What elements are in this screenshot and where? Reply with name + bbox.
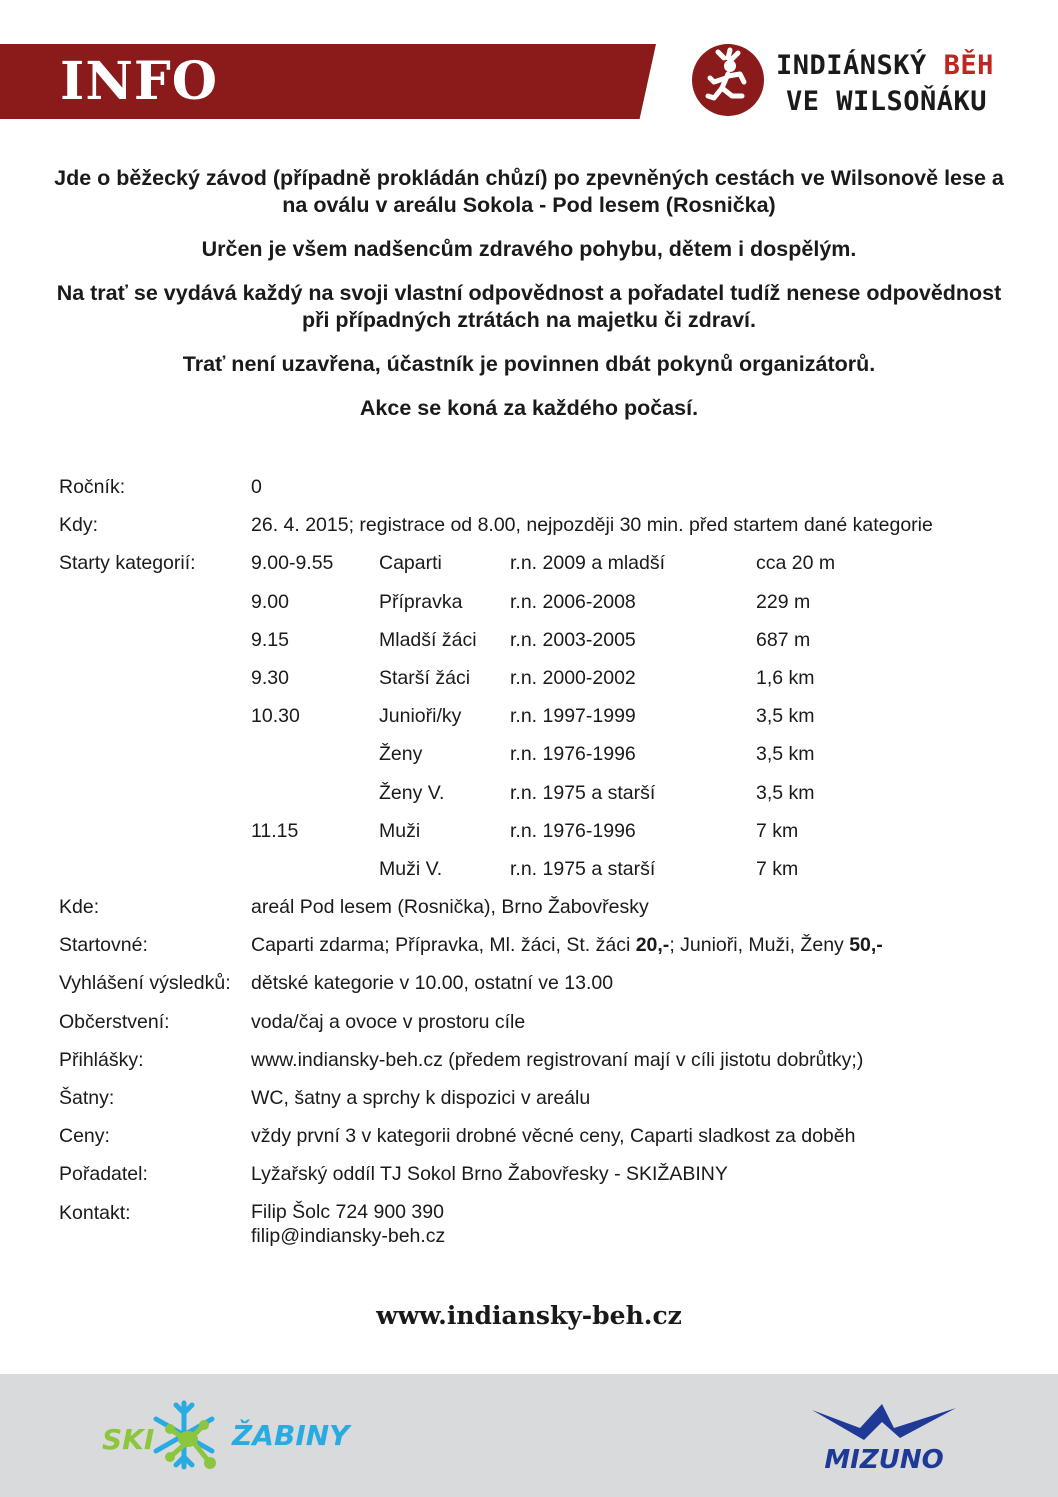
info-label: Vyhlášení výsledků: <box>59 972 231 995</box>
category-time: 9.00-9.55 <box>251 552 334 575</box>
info-value: Lyžařský oddíl TJ Sokol Brno Žabovřesky - SKIŽABINY <box>251 1163 728 1186</box>
intro-paragraph: Jde o běžecký závod (případně prokládán chůzí) po zpevněných cestách ve Wilsonově lese a na oválu v areálu Sokola - Pod lesem (Rosnička) <box>54 166 1004 217</box>
mizuno-logo-text: MIZUNO <box>824 1445 944 1475</box>
fee-text: ; Junioři, Muži, Ženy <box>669 934 850 957</box>
category-name: Přípravka <box>379 590 463 613</box>
category-distance: 7 km <box>756 819 799 842</box>
info-row-kde <box>59 894 1019 932</box>
contact-phone: Filip Šolc 724 900 390 <box>251 1200 444 1223</box>
category-distance: 1,6 km <box>756 666 815 689</box>
category-distance: 229 m <box>756 590 811 613</box>
category-years: r.n. 2003-2005 <box>510 628 636 651</box>
category-time: 9.15 <box>251 628 289 651</box>
category-time: 11.15 <box>251 819 299 842</box>
category-row <box>59 665 1019 703</box>
running-figure-icon <box>692 44 764 116</box>
info-value: 26. 4. 2015; registrace od 8.00, nejpozději 30 min. před startem dané kategorie <box>251 514 933 537</box>
info-row-prihlasky <box>59 1047 1019 1085</box>
info-row-poradatel <box>59 1161 1019 1199</box>
category-years: r.n. 2009 a mladší <box>510 552 666 575</box>
info-label: Starty kategorií: <box>59 552 196 575</box>
logo-text-part: INDIÁNSKÝ <box>776 50 944 81</box>
category-distance: 3,5 km <box>756 743 815 766</box>
info-label: Kontakt: <box>59 1201 131 1224</box>
category-row <box>59 627 1019 665</box>
info-row-rocnik <box>59 474 1019 512</box>
intro-paragraph: Určen je všem nadšencům zdravého pohybu, dětem i dospělým. <box>201 237 857 261</box>
info-value: dětské kategorie v 10.00, ostatní ve 13.00 <box>251 972 614 995</box>
info-label: Ceny: <box>59 1125 110 1148</box>
info-row-kdy <box>59 512 1019 550</box>
category-distance: 687 m <box>756 628 811 651</box>
fee-amount-adults: 50,- <box>849 934 883 957</box>
logo-title-line2: VE WILSOŇÁKU <box>786 86 988 117</box>
category-row <box>59 780 1019 818</box>
category-distance: 3,5 km <box>756 705 815 728</box>
category-name: Junioři/ky <box>379 705 462 728</box>
category-name: Starší žáci <box>379 666 471 689</box>
category-name: Caparti <box>379 552 442 575</box>
info-value: www.indiansky-beh.cz (předem registrovaní mají v cíli jistotu dobrůtky;) <box>251 1048 864 1071</box>
category-name: Muži <box>379 819 421 842</box>
category-distance: 3,5 km <box>756 781 815 804</box>
snowflake-frog-icon <box>156 1403 216 1469</box>
category-years: r.n. 2000-2002 <box>510 666 636 689</box>
info-value <box>251 932 883 958</box>
ski-zabiny-logo <box>100 1393 360 1483</box>
category-row <box>59 741 1019 779</box>
info-value: areál Pod lesem (Rosnička), Brno Žabovřesky <box>251 896 649 919</box>
category-name: Ženy V. <box>379 781 445 804</box>
info-row-ceny <box>59 1123 1019 1161</box>
info-label: Šatny: <box>59 1087 115 1109</box>
ski-logo-text: SKI <box>102 1423 155 1456</box>
contact-email[interactable]: filip@indiansky-beh.cz <box>251 1224 446 1247</box>
intro-paragraph: Trať není uzavřena, účastník je povinnen dbát pokynů organizátorů. <box>182 352 876 376</box>
info-value: 0 <box>251 476 262 498</box>
category-row <box>59 703 1019 741</box>
info-row-vyhlaseni <box>59 970 1019 1008</box>
category-row <box>59 589 1019 627</box>
category-row <box>59 818 1019 856</box>
fee-amount-children: 20,- <box>635 934 670 957</box>
category-row <box>59 550 1019 588</box>
category-years: r.n. 1997-1999 <box>510 705 636 728</box>
category-row <box>59 856 1019 894</box>
category-time: 9.00 <box>251 590 289 613</box>
info-label: Kdy: <box>59 514 99 537</box>
logo-circle <box>692 44 764 116</box>
category-time: 10.30 <box>251 705 300 728</box>
logo-text-accent: BĚH <box>943 50 994 81</box>
intro-text <box>40 165 1018 439</box>
zabiny-logo-text: ŽABINY <box>232 1419 350 1452</box>
info-value: voda/čaj a ovoce v prostoru cíle <box>251 1010 526 1033</box>
info-row-startovne <box>59 932 1019 970</box>
fee-text: Caparti zdarma; Přípravka, Ml. žáci, St. žáci <box>251 934 636 957</box>
mizuno-runbird-icon <box>812 1404 956 1440</box>
info-row-satny <box>59 1085 1019 1123</box>
contact-value <box>251 1200 445 1248</box>
category-name: Mladší žáci <box>379 628 477 651</box>
info-row-kontakt <box>59 1200 1019 1247</box>
category-years: r.n. 1975 a starší <box>510 857 656 880</box>
info-label: Startovné: <box>59 934 148 957</box>
category-name: Ženy <box>379 743 423 766</box>
website-link[interactable]: www.indiansky-beh.cz <box>376 1301 682 1330</box>
info-table <box>59 474 1019 1247</box>
category-distance: 7 km <box>756 857 799 880</box>
info-label: Ročník: <box>59 476 126 498</box>
info-row-obcerstveni <box>59 1009 1019 1047</box>
category-distance: cca 20 m <box>756 552 836 575</box>
category-name: Muži V. <box>379 857 443 880</box>
info-value: WC, šatny a sprchy k dispozici v areálu <box>251 1087 591 1109</box>
info-label: Přihlášky: <box>59 1048 144 1071</box>
intro-paragraph: Akce se koná za každého počasí. <box>359 396 699 420</box>
category-years: r.n. 1975 a starší <box>510 781 656 804</box>
category-years: r.n. 1976-1996 <box>510 819 636 842</box>
page-title: INFO <box>60 51 219 112</box>
category-years: r.n. 2006-2008 <box>510 590 636 613</box>
intro-paragraph: Na trať se vydává každý na svoji vlastní odpovědnost a pořadatel tudíž nenese odpovědnost při případných ztrátách na majetku či zdraví. <box>56 281 1002 332</box>
info-label: Pořadatel: <box>59 1163 148 1186</box>
event-logo <box>692 44 1032 120</box>
info-value: vždy první 3 v kategorii drobné věcné ceny, Caparti sladkost za doběh <box>251 1125 856 1148</box>
info-label: Občerstvení: <box>59 1010 170 1033</box>
logo-title-line1 <box>776 50 994 81</box>
mizuno-logo <box>804 1398 964 1478</box>
category-time: 9.30 <box>251 666 289 689</box>
category-years: r.n. 1976-1996 <box>510 743 636 766</box>
info-label: Kde: <box>59 896 100 919</box>
